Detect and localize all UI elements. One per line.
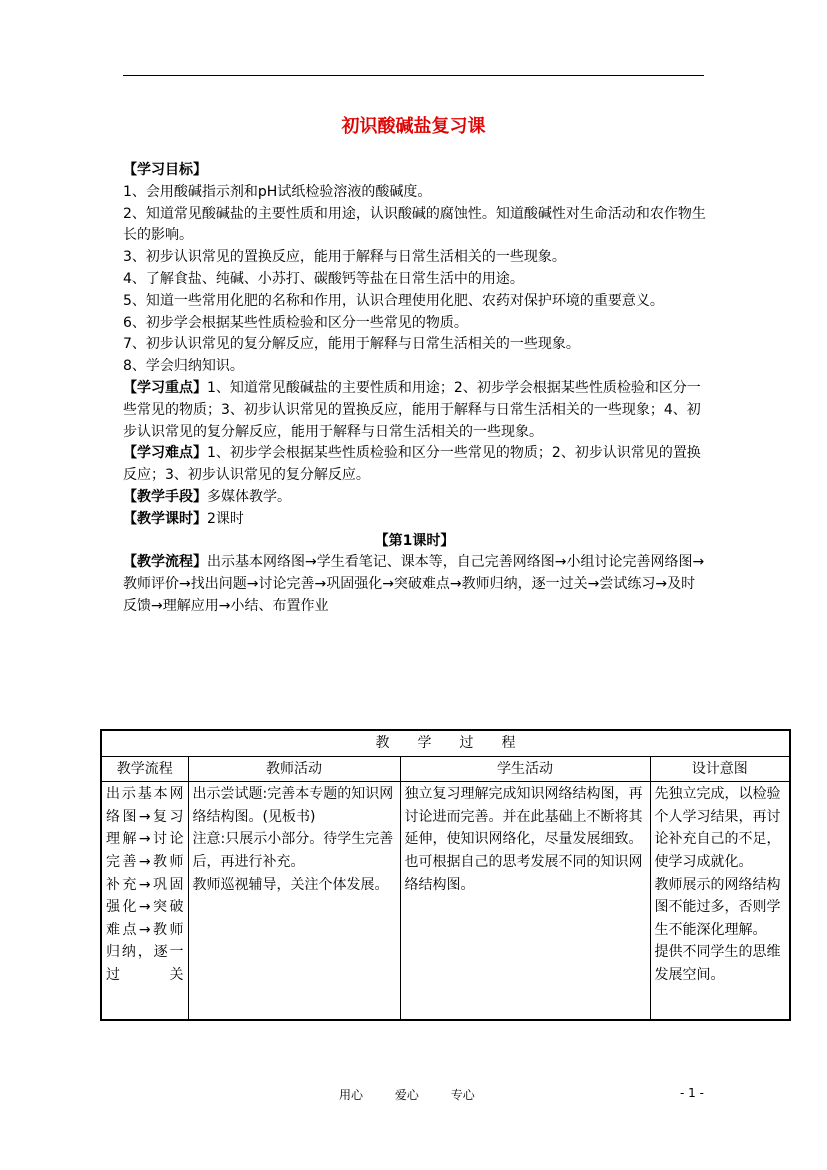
teaching-hours (123, 509, 706, 531)
teacher-activity: 教师巡视辅导，关注个体发展。 (192, 876, 389, 893)
teaching-means-text: 多媒体教学。 (207, 488, 291, 505)
teaching-means (123, 487, 706, 509)
difficult-points-text: 1、初步学会根据某些性质检验和区分一些常见的物质；2、初步认识常见的置换反应；3、初步认识常见的复分解反应。 (123, 445, 701, 484)
difficult-points-paragraph (123, 443, 706, 487)
cell-student (400, 782, 650, 1020)
objective-item: 3、初步认识常见的置换反应，能用于解释与日常生活相关的一些现象。 (123, 249, 566, 266)
design-intent: 先独立完成，以检验个人学习结果，再讨论补充自己的不足，使学习成就化。 (654, 786, 781, 870)
header-design: 设计意图 (650, 756, 790, 782)
footer-motto: 爱心 (394, 1088, 419, 1102)
document-body (123, 160, 706, 618)
table-title: 教 学 过 程 (101, 730, 790, 756)
objective-item: 4、了解食盐、纯碱、小苏打、碳酸钙等盐在日常生活中的用途。 (123, 270, 524, 287)
header-rule (123, 75, 704, 76)
teaching-flow-label: 【教学流程】 (123, 554, 207, 571)
teaching-flow-paragraph (123, 552, 706, 617)
teaching-process-table (100, 729, 791, 1021)
student-activity: 独立复习理解完成知识网络结构图，再讨论进而完善。并在此基础上不断将其延伸，使知识网络化，尽量发展细致。 (404, 786, 643, 848)
difficult-points-label: 【学习难点】 (123, 445, 207, 462)
teaching-hours-text: 2课时 (207, 510, 244, 527)
key-points-paragraph (123, 378, 706, 443)
cell-flow: 出示基本网络图→复习理解→讨论完善→教师补充→巩固强化→突破难点→教师归纳，逐一过关 (101, 782, 188, 1020)
document-title: 初识酸碱盐复习课 (341, 116, 486, 137)
teacher-activity: 出示尝试题:完善本专题的知识网络结构图。(见板书) (192, 786, 394, 825)
header-teacher: 教师活动 (188, 756, 400, 782)
footer-motto: 专心 (450, 1088, 475, 1102)
teaching-means-label: 【教学手段】 (123, 488, 207, 505)
objective-item: 1、会用酸碱指示剂和pH试纸检验溶液的酸碱度。 (123, 183, 432, 200)
objective-item: 5、知道一些常用化肥的名称和作用，认识合理使用化肥、农药对保护环境的重要意义。 (123, 292, 664, 309)
objective-item: 8、学会归纳知识。 (123, 358, 244, 375)
cell-teacher (188, 782, 400, 1020)
objective-item: 7、初步认识常见的复分解反应，能用于解释与日常生活相关的一些现象。 (123, 336, 580, 353)
design-intent: 提供不同学生的思维发展空间。 (654, 944, 781, 983)
lesson-heading: 【第1课时】 (374, 532, 455, 549)
objective-item: 2、知道常见酸碱盐的主要性质和用途，认识酸碱的腐蚀性。知道酸碱性对生命活动和农作物生长的影响。 (123, 205, 706, 244)
header-student: 学生活动 (400, 756, 650, 782)
objectives-heading: 【学习目标】 (123, 162, 207, 178)
objective-item: 6、初步学会根据某些性质检验和区分一些常见的物质。 (123, 314, 468, 331)
page-number: - 1 - (680, 1086, 704, 1100)
key-points-text: 1、知道常见酸碱盐的主要性质和用途；2、初步学会根据某些性质检验和区分一些常见的物质；3、初步认识常见的置换反应，能用于解释与日常生活相关的一些现象；4、初步认识常见的复分解反应，能用于解释与日常生活相关的一些现象。 (123, 379, 701, 440)
footer-mottos (339, 1086, 503, 1103)
key-points-label: 【学习重点】 (123, 379, 207, 396)
student-activity: 也可根据自己的思考发展不同的知识网络结构图。 (404, 853, 643, 893)
teaching-flow-text: 出示基本网络图→学生看笔记、课本等，自己完善网络图→小组讨论完善网络图→教师评价→找出问题→讨论完善→巩固强化→突破难点→教师归纳，逐一过关→尝试练习→及时反馈→理解应用→小结、布置作业 (123, 554, 705, 614)
teaching-hours-label: 【教学课时】 (123, 510, 207, 527)
cell-design (650, 782, 790, 1020)
footer-motto: 用心 (339, 1088, 364, 1102)
header-flow: 教学流程 (101, 756, 188, 782)
design-intent: 教师展示的网络结构图不能过多，否则学生不能深化理解。 (654, 876, 781, 938)
teacher-activity: 注意:只展示小部分。待学生完善后，再进行补充。 (192, 831, 394, 870)
